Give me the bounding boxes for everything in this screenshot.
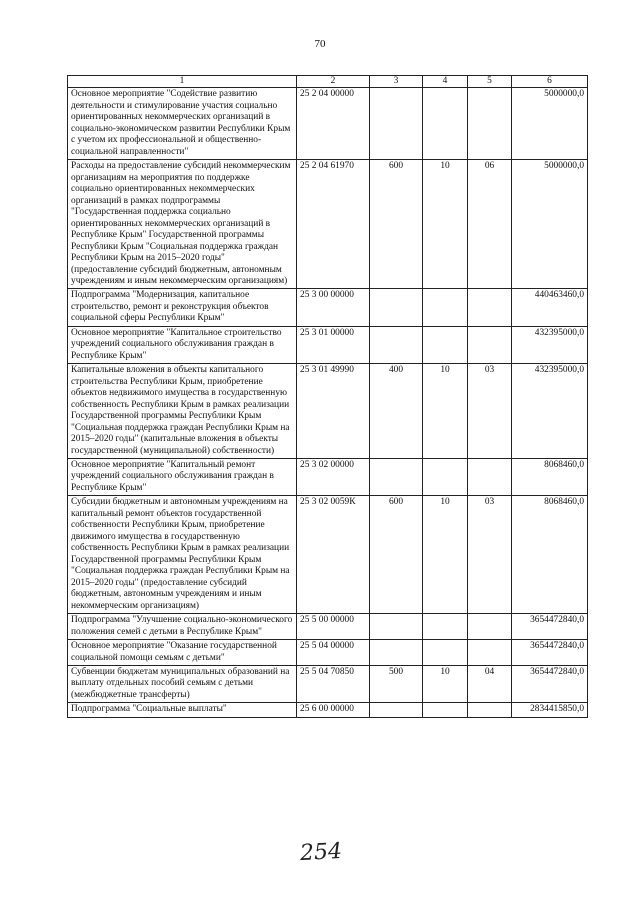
table-row <box>68 703 588 717</box>
row-code: 25 5 04 70850 <box>297 665 370 702</box>
row-name: Капитальные вложения в объекты капитального строительства Республики Крым, приобретение объектов недвижимого имущества в государственную собственность Республики Крым в рамках реализации Государственной программы Республики Крым "Социальная поддержка граждан Республики Крым на 2015–2020 годы" (капитальные вложения в объекты государственной (муниципальной) собственности) <box>68 364 297 459</box>
header-col-4: 4 <box>423 76 468 88</box>
row-col5 <box>468 88 512 160</box>
table-row <box>68 665 588 702</box>
row-name: Субсидии бюджетным и автономным учреждениям на капитальный ремонт объектов государственной собственности Республики Крым, приобретение движимого имущества в государственную собственность Республики Крым в рамках реализации Государственной программы Республики Крым "Социальная поддержка граждан Республики Крым на 2015–2020 годы" (предоставление субсидий бюджетным, автономным учреждениям и иным некоммерческим организациям) <box>68 496 297 614</box>
row-code: 25 3 01 00000 <box>297 326 370 363</box>
row-amount: 432395000,0 <box>512 326 588 363</box>
row-name: Основное мероприятие "Капитальный ремонт учреждений социального обслуживания граждан в Республике Крым" <box>68 459 297 496</box>
row-col4: 10 <box>423 364 468 459</box>
row-col5: 06 <box>468 160 512 289</box>
row-col5 <box>468 614 512 640</box>
table-row <box>68 640 588 666</box>
row-name: Подпрограмма "Улучшение социально-экономического положения семей с детьми в Республике Крым" <box>68 614 297 640</box>
row-col3 <box>370 326 423 363</box>
row-col4 <box>423 326 468 363</box>
row-code: 25 3 02 00000 <box>297 459 370 496</box>
table-row <box>68 88 588 160</box>
row-name: Основное мероприятие "Оказание государственной социальной помощи семьям с детьми" <box>68 640 297 666</box>
row-amount: 5000000,0 <box>512 160 588 289</box>
row-col4 <box>423 88 468 160</box>
row-col3: 600 <box>370 160 423 289</box>
row-col3: 400 <box>370 364 423 459</box>
row-col4: 10 <box>423 665 468 702</box>
row-col5 <box>468 459 512 496</box>
row-amount: 432395000,0 <box>512 364 588 459</box>
row-code: 25 3 00 00000 <box>297 289 370 326</box>
row-code: 25 3 01 49990 <box>297 364 370 459</box>
row-name: Основное мероприятие "Содействие развитию деятельности и стимулирование участия социально ориентированных некоммерческих организаций в социально-экономическом развитии Республики Крым с учетом их профессиональной и общественно-социальной направленности" <box>68 88 297 160</box>
row-name: Подпрограмма "Социальные выплаты" <box>68 703 297 717</box>
row-col4: 10 <box>423 160 468 289</box>
row-amount: 8068460,0 <box>512 459 588 496</box>
table-row <box>68 326 588 363</box>
header-row <box>68 76 588 88</box>
table-row <box>68 459 588 496</box>
row-code: 25 3 02 0059К <box>297 496 370 614</box>
row-col3 <box>370 703 423 717</box>
row-col5: 03 <box>468 364 512 459</box>
budget-table <box>67 75 588 718</box>
row-name: Субвенции бюджетам муниципальных образований на выплату отдельных пособий семьям с детьми (межбюджетные трансферты) <box>68 665 297 702</box>
header-col-2: 2 <box>297 76 370 88</box>
row-col5 <box>468 640 512 666</box>
row-amount: 3654472840,0 <box>512 640 588 666</box>
row-col3 <box>370 640 423 666</box>
row-name: Основное мероприятие "Капитальное строительство учреждений социального обслуживания граждан в Республике Крым" <box>68 326 297 363</box>
row-code: 25 2 04 00000 <box>297 88 370 160</box>
table-row <box>68 614 588 640</box>
row-amount: 3654472840,0 <box>512 614 588 640</box>
row-code: 25 6 00 00000 <box>297 703 370 717</box>
row-name: Расходы на предоставление субсидий некоммерческим организациям на мероприятия по поддержке социально ориентированных некоммерческих организаций в рамках подпрограммы "Государственная поддержка социально ориентированных некоммерческих организаций в Республике Крым" Государственной программы Республики Крым "Социальная поддержка граждан Республики Крым на 2015–2020 годы" (предоставление субсидий бюджетным, автономным учреждениям и иным некоммерческим организациям) <box>68 160 297 289</box>
row-amount: 3654472840,0 <box>512 665 588 702</box>
row-code: 25 5 04 00000 <box>297 640 370 666</box>
row-col4 <box>423 289 468 326</box>
row-col4 <box>423 703 468 717</box>
handwritten-page-mark: 254 <box>299 838 343 867</box>
table-row <box>68 160 588 289</box>
table-row <box>68 496 588 614</box>
row-col4 <box>423 614 468 640</box>
header-col-1: 1 <box>68 76 297 88</box>
row-col3: 600 <box>370 496 423 614</box>
row-col4: 10 <box>423 496 468 614</box>
row-name: Подпрограмма "Модернизация, капитальное строительство, ремонт и реконструкция объектов социальной сферы Республики Крым" <box>68 289 297 326</box>
row-col3 <box>370 88 423 160</box>
row-col4 <box>423 459 468 496</box>
table-row <box>68 364 588 459</box>
header-col-6: 6 <box>512 76 588 88</box>
row-col3 <box>370 614 423 640</box>
row-col3 <box>370 289 423 326</box>
table-row <box>68 289 588 326</box>
row-col5: 04 <box>468 665 512 702</box>
row-amount: 8068460,0 <box>512 496 588 614</box>
row-col5 <box>468 289 512 326</box>
row-col5 <box>468 326 512 363</box>
row-code: 25 5 00 00000 <box>297 614 370 640</box>
row-code: 25 2 04 61970 <box>297 160 370 289</box>
row-col5: 03 <box>468 496 512 614</box>
row-col5 <box>468 703 512 717</box>
row-amount: 440463460,0 <box>512 289 588 326</box>
row-amount: 5000000,0 <box>512 88 588 160</box>
row-col3: 500 <box>370 665 423 702</box>
header-col-3: 3 <box>370 76 423 88</box>
row-amount: 2834415850,0 <box>512 703 588 717</box>
row-col3 <box>370 459 423 496</box>
header-col-5: 5 <box>468 76 512 88</box>
row-col4 <box>423 640 468 666</box>
page-number: 70 <box>314 38 326 50</box>
